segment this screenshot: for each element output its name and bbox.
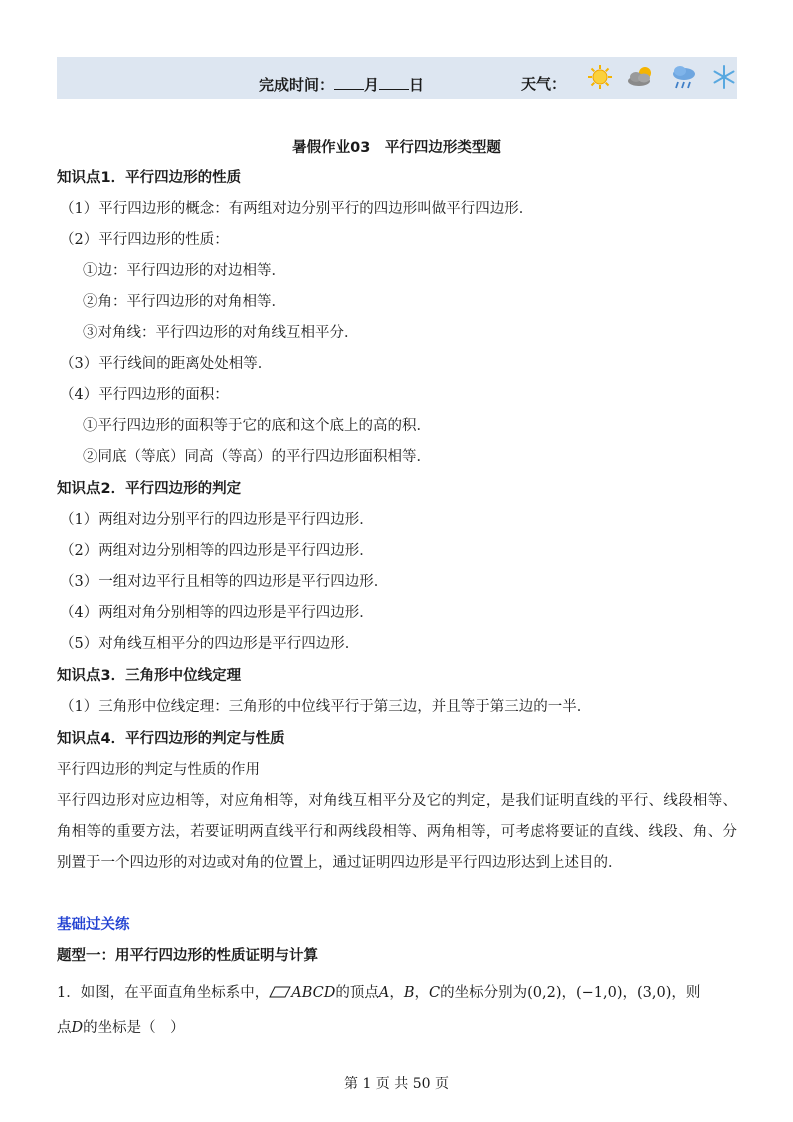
- document-title: 暑假作业03 平行四边形类型题: [292, 140, 501, 156]
- k1-line-9: ②同底（等底）同高（等高）的平行四边形面积相等．: [83, 449, 431, 465]
- q1-line2-a: 点: [57, 1020, 72, 1036]
- completion-time: [259, 75, 424, 94]
- k3-line-1: （1）三角形中位线定理：三角形的中位线平行于第三边，并且等于第三边的一半．: [60, 699, 592, 715]
- k1-line-4: ②角：平行四边形的对角相等．: [83, 294, 286, 310]
- q1-coord-1: (0,2): [527, 985, 562, 1001]
- weather-label: 天气：: [521, 75, 567, 93]
- k2-line-1: （1）两组对边分别平行的四边形是平行四边形．: [60, 512, 374, 528]
- q1-b: B: [403, 985, 415, 1001]
- knowledge-4-heading: 知识点4．平行四边形的判定与性质: [57, 731, 285, 747]
- question-1-line-2: [57, 1018, 185, 1038]
- k1-line-8: ①平行四边形的面积等于它的底和这个底上的高的积．: [83, 418, 431, 434]
- k4-paragraph: 平行四边形对应边相等，对应角相等，对角线互相平分及它的判定，是我们证明直线的平行、线段相等、角相等的重要方法，若要证明两直线平行和两线段相等、两角相等，可考虑将要证的直线、线段、角、分别置于一个四边形的对边或对角的位置上，通过证明四边形是平行四边形达到上述目的．: [57, 793, 737, 871]
- month-blank: [334, 75, 364, 90]
- k1-line-3: ①边：平行四边形的对边相等．: [83, 263, 286, 279]
- k2-line-2: （2）两组对边分别相等的四边形是平行四边形．: [60, 543, 374, 559]
- day-blank: [379, 75, 409, 90]
- k1-line-2: （2）平行四边形的性质：: [60, 232, 229, 248]
- parallelogram-icon: [269, 986, 291, 998]
- q1-text-3: 的坐标分别为: [440, 985, 528, 1001]
- k1-line-1: （1）平行四边形的概念：有两组对边分别平行的四边形叫做平行四边形．: [60, 201, 534, 217]
- q1-text-4: ，则: [671, 985, 701, 1001]
- question-1-line-1: 1．如图，在平面直角坐标系中， ABCD的顶点A，B，C的坐标分别为(0,2)，(−1,0)，(3,0)，则: [57, 985, 701, 1001]
- completion-label: 完成时间：: [259, 76, 335, 94]
- knowledge-1-heading: 知识点1．平行四边形的性质: [57, 170, 242, 186]
- practice-heading: 基础过关练: [57, 917, 130, 933]
- knowledge-3-heading: 知识点3．三角形中位线定理: [57, 668, 242, 684]
- k4-line-1: 平行四边形的判定与性质的作用: [57, 762, 260, 778]
- k1-line-7: （4）平行四边形的面积：: [60, 387, 229, 403]
- q1-d: D: [71, 1020, 84, 1036]
- snowflake-icon: [710, 63, 738, 91]
- rain-icon: [670, 63, 698, 91]
- q1-coord-3: (3,0): [637, 985, 672, 1001]
- q1-text-2: 的顶点: [335, 985, 379, 1001]
- knowledge-2-heading: 知识点2．平行四边形的判定: [57, 481, 242, 497]
- sun-icon: [586, 63, 614, 91]
- q1-abcd: ABCD: [291, 985, 336, 1001]
- partly-cloudy-icon: [625, 63, 657, 91]
- k2-line-3: （3）一组对边平行且相等的四边形是平行四边形．: [60, 574, 389, 590]
- month-label: 月: [364, 76, 380, 94]
- q1-coord-2: (−1,0): [575, 985, 623, 1001]
- k1-line-6: （3）平行线间的距离处处相等．: [60, 356, 273, 372]
- page-footer: 第 1 页 共 50 页: [344, 1076, 449, 1092]
- k2-line-4: （4）两组对角分别相等的四边形是平行四边形．: [60, 605, 374, 621]
- day-label: 日: [409, 76, 425, 94]
- k1-line-5: ③对角线：平行四边形的对角线互相平分．: [83, 325, 359, 341]
- q1-text-1: 1．如图，在平面直角坐标系中，: [57, 985, 270, 1001]
- q1-a: A: [378, 985, 390, 1001]
- q1-line2-b: 的坐标是（ ）: [83, 1020, 185, 1036]
- q1-c: C: [429, 985, 441, 1001]
- type-1-heading: 题型一：用平行四边形的性质证明与计算: [57, 948, 318, 964]
- k2-line-5: （5）对角线互相平分的四边形是平行四边形．: [60, 636, 360, 652]
